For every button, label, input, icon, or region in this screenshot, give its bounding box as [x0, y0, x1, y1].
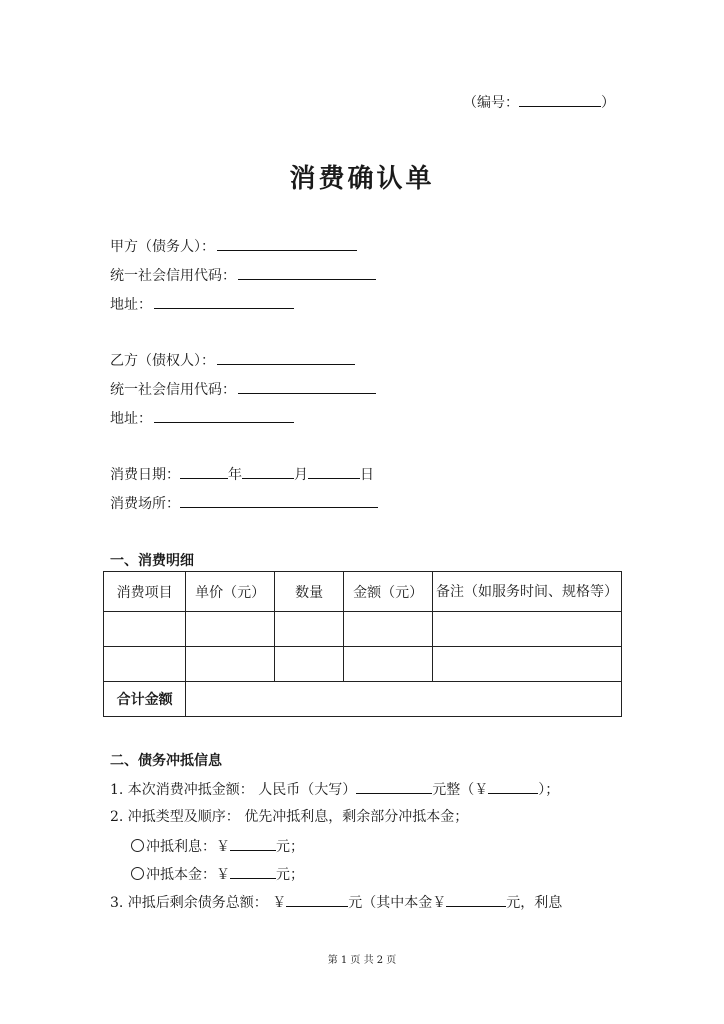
column-header: 单价（元）	[186, 572, 275, 612]
party-b-address-label: 地址：	[110, 411, 152, 427]
party-b-name-row	[110, 350, 355, 370]
offset-interest-radio[interactable]	[131, 839, 144, 852]
serial-open: （编号：	[463, 95, 519, 111]
consumption-date-label: 消费日期：	[110, 467, 180, 483]
remaining-debt-mid: 元（其中本金￥	[348, 895, 447, 911]
offset-interest-label: 冲抵利息：￥	[146, 839, 230, 855]
year-field[interactable]	[180, 464, 228, 479]
year-label: 年	[228, 467, 242, 483]
serial-number	[463, 92, 615, 112]
party-b-name-field[interactable]	[217, 350, 355, 365]
remaining-debt-end: 元，利息	[506, 895, 563, 911]
section-consumption-details-heading: 一、消费明细	[110, 553, 194, 569]
consumption-details-table	[103, 571, 622, 717]
table-row	[104, 647, 622, 682]
offset-principal-row	[131, 864, 304, 884]
column-header: 备注（如服务时间、规格等）	[432, 572, 621, 612]
month-field[interactable]	[242, 464, 294, 479]
party-a-credit-code-row	[110, 265, 376, 285]
consumption-date-row	[110, 464, 374, 484]
offset-principal-radio[interactable]	[131, 867, 144, 880]
party-b-name-label: 乙方（债权人）：	[110, 353, 215, 369]
party-b-credit-code-row	[110, 379, 376, 399]
month-label: 月	[294, 467, 308, 483]
party-a-credit-code-field[interactable]	[238, 265, 376, 280]
party-a-address-row	[110, 294, 294, 314]
offset-amount-number-field[interactable]	[488, 779, 538, 794]
consumption-place-row	[110, 493, 378, 513]
party-a-name-row	[110, 236, 357, 256]
table-cell[interactable]	[274, 612, 343, 647]
consumption-place-field[interactable]	[180, 493, 378, 508]
column-header: 金额（元）	[344, 572, 433, 612]
offset-interest-unit: 元；	[276, 839, 304, 855]
remaining-debt-field[interactable]	[286, 892, 348, 907]
offset-principal-unit: 元；	[276, 867, 304, 883]
table-cell[interactable]	[186, 612, 275, 647]
party-a-address-label: 地址：	[110, 297, 152, 313]
party-b-credit-code-label: 统一社会信用代码：	[110, 382, 236, 398]
table-cell[interactable]	[432, 612, 621, 647]
offset-interest-row	[131, 836, 304, 856]
table-cell[interactable]	[104, 612, 186, 647]
consumption-place-label: 消费场所：	[110, 496, 180, 512]
party-a-name-field[interactable]	[217, 236, 357, 251]
serial-number-field[interactable]	[519, 92, 601, 107]
party-b-address-field[interactable]	[154, 408, 294, 423]
party-a-credit-code-label: 统一社会信用代码：	[110, 268, 236, 284]
offset-type-row: 2. 冲抵类型及顺序： 优先冲抵利息，剩余部分冲抵本金；	[110, 809, 469, 825]
offset-amount-label: 1. 本次消费冲抵金额： 人民币（大写）	[110, 782, 357, 798]
offset-interest-field[interactable]	[230, 836, 276, 851]
table-header-row	[104, 572, 622, 612]
table-cell[interactable]	[344, 612, 433, 647]
day-label: 日	[360, 467, 374, 483]
table-total-row	[104, 682, 622, 717]
column-header: 消费项目	[104, 572, 186, 612]
party-a-name-label: 甲方（债务人）：	[110, 239, 215, 255]
column-header: 数量	[274, 572, 343, 612]
offset-principal-label: 冲抵本金：￥	[146, 867, 230, 883]
table-cell[interactable]	[344, 647, 433, 682]
section-debt-offset-heading: 二、债务冲抵信息	[110, 753, 222, 769]
offset-amount-end: ）；	[538, 782, 560, 798]
remaining-debt-row	[110, 892, 562, 912]
table-cell[interactable]	[186, 647, 275, 682]
serial-close: ）	[601, 95, 615, 111]
total-amount-cell[interactable]	[186, 682, 622, 717]
party-b-address-row	[110, 408, 294, 428]
offset-amount-row	[110, 779, 559, 799]
document-title: 消费确认单	[289, 164, 435, 194]
page-number: 第 1 页 共 2 页	[327, 955, 397, 966]
table-cell[interactable]	[432, 647, 621, 682]
offset-amount-mid: 元整（￥	[432, 782, 489, 798]
offset-principal-field[interactable]	[230, 864, 276, 879]
table-row	[104, 612, 622, 647]
table-cell[interactable]	[104, 647, 186, 682]
remaining-principal-field[interactable]	[446, 892, 506, 907]
remaining-debt-label: 3. 冲抵后剩余债务总额： ￥	[110, 895, 287, 911]
offset-amount-uppercase-field[interactable]	[356, 779, 432, 794]
party-a-address-field[interactable]	[154, 294, 294, 309]
table-cell[interactable]	[274, 647, 343, 682]
total-amount-label: 合计金额	[104, 682, 186, 717]
day-field[interactable]	[308, 464, 360, 479]
party-b-credit-code-field[interactable]	[238, 379, 376, 394]
